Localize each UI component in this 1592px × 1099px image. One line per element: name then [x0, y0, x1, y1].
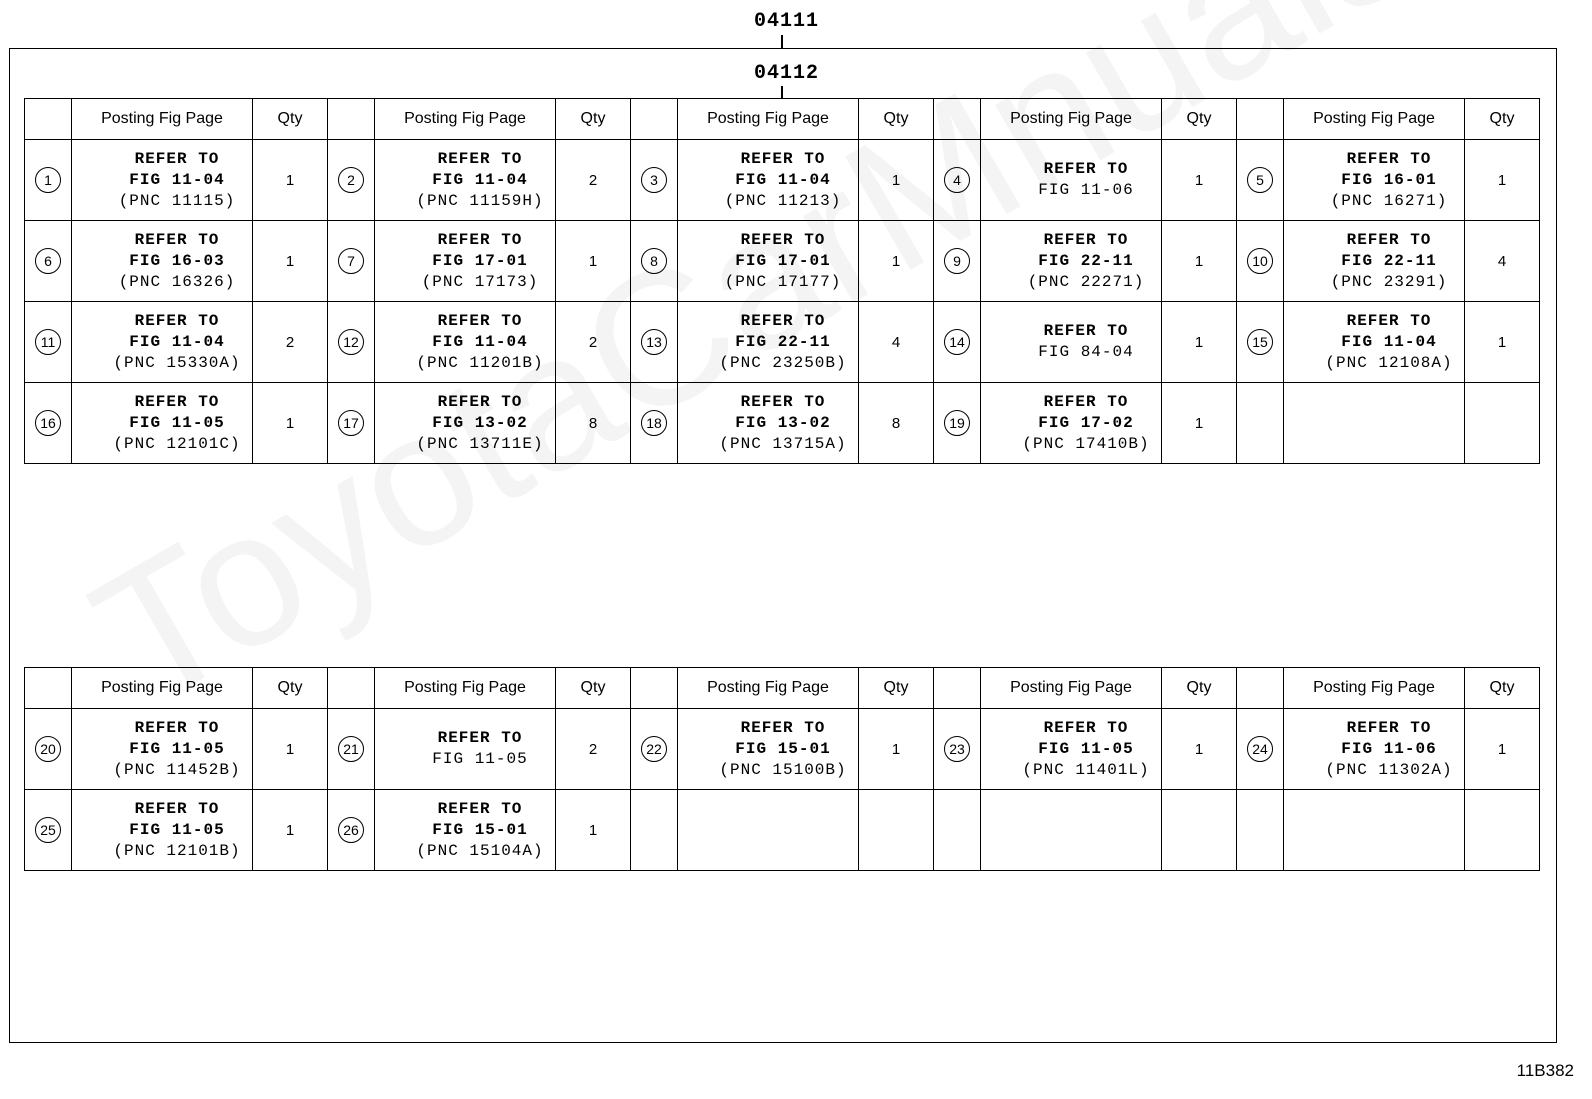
fig-reference: FIG 22-11 — [735, 332, 831, 351]
header-qty: Qty — [556, 99, 631, 140]
item-number-badge: 8 — [641, 248, 667, 274]
refer-to-text: REFER TO — [1346, 311, 1432, 330]
refer-to-text: REFER TO — [1346, 230, 1432, 249]
fig-reference: FIG 11-05 — [1038, 739, 1134, 758]
pnc-reference: (PNC 16326) — [118, 272, 236, 291]
fig-reference: FIG 11-05 — [432, 750, 528, 768]
item-number-badge: 5 — [1247, 167, 1273, 193]
header-qty: Qty — [1162, 668, 1237, 709]
item-number-cell — [1237, 709, 1284, 790]
refer-to-text: REFER TO — [134, 149, 220, 168]
header-blank — [631, 99, 678, 140]
pnc-reference: (PNC 22271) — [1027, 272, 1145, 291]
fig-reference: FIG 16-03 — [129, 251, 225, 270]
item-number-cell — [934, 790, 981, 871]
item-number-cell — [25, 140, 72, 221]
refer-to-text: REFER TO — [740, 392, 826, 411]
header-blank — [934, 668, 981, 709]
fig-reference: FIG 17-01 — [432, 251, 528, 270]
qty-cell: 1 — [859, 709, 934, 790]
item-number-badge: 24 — [1247, 736, 1273, 762]
reference-table-1 — [24, 98, 1540, 464]
header-blank — [328, 99, 375, 140]
refer-to-text: REFER TO — [1346, 718, 1432, 737]
refer-to-text: REFER TO — [1043, 718, 1129, 737]
header-blank — [631, 668, 678, 709]
item-number-cell — [631, 383, 678, 464]
header-blank — [1237, 668, 1284, 709]
item-number-cell — [25, 790, 72, 871]
reference-cell — [72, 383, 253, 464]
qty-cell: 1 — [1162, 302, 1237, 383]
reference-cell — [981, 383, 1162, 464]
item-number-cell — [25, 709, 72, 790]
reference-cell — [678, 709, 859, 790]
item-number-badge: 26 — [338, 817, 364, 843]
qty-cell: 8 — [859, 383, 934, 464]
qty-cell: 1 — [556, 221, 631, 302]
item-number-cell — [1237, 140, 1284, 221]
item-number-badge: 2 — [338, 167, 364, 193]
fig-reference: FIG 11-06 — [1038, 181, 1134, 199]
reference-cell — [375, 709, 556, 790]
reference-cell — [1284, 790, 1465, 871]
refer-to-text: REFER TO — [437, 149, 523, 168]
inner-assembly-label: 04112 — [754, 62, 820, 85]
qty-cell: 2 — [556, 709, 631, 790]
header-blank — [328, 668, 375, 709]
reference-cell — [72, 302, 253, 383]
item-number-cell — [934, 383, 981, 464]
item-number-badge: 22 — [641, 736, 667, 762]
pnc-reference: (PNC 11401L) — [1022, 760, 1150, 779]
pnc-reference: (PNC 13711E) — [416, 434, 544, 453]
reference-cell — [678, 302, 859, 383]
item-number-cell — [328, 140, 375, 221]
qty-cell: 1 — [1162, 221, 1237, 302]
reference-cell — [981, 790, 1162, 871]
fig-reference: FIG 17-02 — [1038, 413, 1134, 432]
item-number-cell — [328, 221, 375, 302]
header-qty: Qty — [1465, 668, 1540, 709]
pnc-reference: (PNC 11452B) — [113, 760, 241, 779]
item-number-cell — [934, 302, 981, 383]
item-number-cell — [1237, 302, 1284, 383]
reference-cell — [678, 140, 859, 221]
reference-cell — [981, 302, 1162, 383]
refer-to-text: REFER TO — [437, 729, 523, 747]
reference-cell — [375, 221, 556, 302]
item-number-badge: 14 — [944, 329, 970, 355]
qty-cell: 1 — [1162, 140, 1237, 221]
reference-cell — [375, 790, 556, 871]
header-blank — [934, 99, 981, 140]
item-number-badge: 23 — [944, 736, 970, 762]
pnc-reference: (PNC 17177) — [724, 272, 842, 291]
refer-to-text: REFER TO — [1043, 160, 1129, 178]
pnc-reference: (PNC 15330A) — [113, 353, 241, 372]
pnc-reference: (PNC 11115) — [118, 191, 236, 210]
reference-cell — [678, 383, 859, 464]
header-posting-fig-page: Posting Fig Page — [678, 668, 859, 709]
fig-reference: FIG 11-05 — [129, 820, 225, 839]
qty-cell: 1 — [859, 221, 934, 302]
reference-cell — [1284, 709, 1465, 790]
item-number-cell — [328, 709, 375, 790]
item-number-badge: 3 — [641, 167, 667, 193]
item-number-badge: 9 — [944, 248, 970, 274]
item-number-badge: 25 — [35, 817, 61, 843]
qty-cell: 1 — [253, 709, 328, 790]
header-posting-fig-page: Posting Fig Page — [72, 668, 253, 709]
qty-cell: 1 — [253, 140, 328, 221]
refer-to-text: REFER TO — [134, 718, 220, 737]
item-number-cell — [328, 302, 375, 383]
item-number-cell — [934, 221, 981, 302]
item-number-badge: 7 — [338, 248, 364, 274]
fig-reference: FIG 11-06 — [1341, 739, 1437, 758]
reference-cell — [72, 140, 253, 221]
item-number-badge: 17 — [338, 410, 364, 436]
header-posting-fig-page: Posting Fig Page — [1284, 99, 1465, 140]
item-number-badge: 18 — [641, 410, 667, 436]
header-qty: Qty — [253, 99, 328, 140]
header-qty: Qty — [1162, 99, 1237, 140]
pnc-reference: (PNC 13715A) — [719, 434, 847, 453]
fig-reference: FIG 11-04 — [129, 332, 225, 351]
reference-cell — [1284, 302, 1465, 383]
header-blank — [25, 668, 72, 709]
header-qty: Qty — [556, 668, 631, 709]
outer-assembly-label: 04111 — [754, 10, 820, 33]
item-number-cell — [631, 221, 678, 302]
reference-cell — [678, 790, 859, 871]
table-row — [25, 221, 1540, 302]
header-qty: Qty — [859, 99, 934, 140]
refer-to-text: REFER TO — [1043, 230, 1129, 249]
table-header-row — [25, 99, 1540, 140]
reference-cell — [72, 221, 253, 302]
table-row — [25, 140, 1540, 221]
refer-to-text: REFER TO — [134, 392, 220, 411]
item-number-badge: 12 — [338, 329, 364, 355]
pnc-reference: (PNC 11213) — [724, 191, 842, 210]
qty-cell — [1162, 790, 1237, 871]
item-number-cell — [631, 302, 678, 383]
item-number-badge: 1 — [35, 167, 61, 193]
item-number-cell — [328, 383, 375, 464]
item-number-badge: 20 — [35, 736, 61, 762]
table-header-row — [25, 668, 1540, 709]
fig-reference: FIG 11-04 — [129, 170, 225, 189]
item-number-badge: 6 — [35, 248, 61, 274]
refer-to-text: REFER TO — [1346, 149, 1432, 168]
pnc-reference: (PNC 17173) — [421, 272, 539, 291]
table-row — [25, 709, 1540, 790]
qty-cell: 1 — [1465, 709, 1540, 790]
qty-cell: 2 — [253, 302, 328, 383]
item-number-badge: 11 — [35, 329, 61, 355]
reference-cell — [375, 383, 556, 464]
reference-cell — [678, 221, 859, 302]
header-posting-fig-page: Posting Fig Page — [1284, 668, 1465, 709]
qty-cell: 4 — [859, 302, 934, 383]
pnc-reference: (PNC 15100B) — [719, 760, 847, 779]
header-posting-fig-page: Posting Fig Page — [678, 99, 859, 140]
pnc-reference: (PNC 12101B) — [113, 841, 241, 860]
qty-cell: 8 — [556, 383, 631, 464]
pnc-reference: (PNC 12101C) — [113, 434, 241, 453]
item-number-cell — [25, 383, 72, 464]
item-number-cell — [25, 302, 72, 383]
fig-reference: FIG 11-04 — [432, 332, 528, 351]
item-number-badge: 10 — [1247, 248, 1273, 274]
refer-to-text: REFER TO — [740, 311, 826, 330]
item-number-badge: 15 — [1247, 329, 1273, 355]
table-row — [25, 302, 1540, 383]
reference-cell — [981, 709, 1162, 790]
fig-reference: FIG 22-11 — [1038, 251, 1134, 270]
fig-reference: FIG 11-05 — [129, 739, 225, 758]
fig-reference: FIG 84-04 — [1038, 343, 1134, 361]
refer-to-text: REFER TO — [740, 230, 826, 249]
fig-reference: FIG 13-02 — [735, 413, 831, 432]
table-row — [25, 383, 1540, 464]
qty-cell: 1 — [253, 221, 328, 302]
refer-to-text: REFER TO — [1043, 322, 1129, 340]
qty-cell — [859, 790, 934, 871]
fig-reference: FIG 11-04 — [735, 170, 831, 189]
reference-table-2 — [24, 667, 1540, 871]
item-number-cell — [1237, 790, 1284, 871]
refer-to-text: REFER TO — [134, 311, 220, 330]
reference-cell — [375, 302, 556, 383]
refer-to-text: REFER TO — [1043, 392, 1129, 411]
pnc-reference: (PNC 11201B) — [416, 353, 544, 372]
header-qty: Qty — [859, 668, 934, 709]
qty-cell: 1 — [556, 790, 631, 871]
pnc-reference: (PNC 16271) — [1330, 191, 1448, 210]
item-number-cell — [25, 221, 72, 302]
refer-to-text: REFER TO — [134, 799, 220, 818]
refer-to-text: REFER TO — [134, 230, 220, 249]
fig-reference: FIG 15-01 — [432, 820, 528, 839]
fig-reference: FIG 11-05 — [129, 413, 225, 432]
refer-to-text: REFER TO — [437, 392, 523, 411]
reference-cell — [1284, 383, 1465, 464]
pnc-reference: (PNC 11159H) — [416, 191, 544, 210]
pnc-reference: (PNC 23291) — [1330, 272, 1448, 291]
refer-to-text: REFER TO — [437, 311, 523, 330]
fig-reference: FIG 11-04 — [1341, 332, 1437, 351]
item-number-cell — [1237, 221, 1284, 302]
pnc-reference: (PNC 12108A) — [1325, 353, 1453, 372]
qty-cell: 2 — [556, 140, 631, 221]
header-blank — [25, 99, 72, 140]
fig-reference: FIG 11-04 — [432, 170, 528, 189]
item-number-cell — [1237, 383, 1284, 464]
fig-reference: FIG 15-01 — [735, 739, 831, 758]
pnc-reference: (PNC 23250B) — [719, 353, 847, 372]
fig-reference: FIG 22-11 — [1341, 251, 1437, 270]
qty-cell: 4 — [1465, 221, 1540, 302]
reference-cell — [981, 140, 1162, 221]
qty-cell: 1 — [253, 790, 328, 871]
fig-reference: FIG 13-02 — [432, 413, 528, 432]
reference-cell — [981, 221, 1162, 302]
refer-to-text: REFER TO — [437, 799, 523, 818]
qty-cell: 1 — [253, 383, 328, 464]
item-number-badge: 16 — [35, 410, 61, 436]
qty-cell — [1465, 383, 1540, 464]
qty-cell — [1465, 790, 1540, 871]
refer-to-text: REFER TO — [740, 718, 826, 737]
qty-cell: 2 — [556, 302, 631, 383]
reference-cell — [72, 790, 253, 871]
header-posting-fig-page: Posting Fig Page — [72, 99, 253, 140]
pnc-reference: (PNC 17410B) — [1022, 434, 1150, 453]
item-number-badge: 13 — [641, 329, 667, 355]
qty-cell: 1 — [859, 140, 934, 221]
fig-reference: FIG 16-01 — [1341, 170, 1437, 189]
header-qty: Qty — [1465, 99, 1540, 140]
qty-cell: 1 — [1465, 302, 1540, 383]
header-qty: Qty — [253, 668, 328, 709]
item-number-badge: 19 — [944, 410, 970, 436]
refer-to-text: REFER TO — [740, 149, 826, 168]
item-number-cell — [631, 140, 678, 221]
qty-cell: 1 — [1162, 709, 1237, 790]
outer-label-leader — [781, 35, 783, 49]
item-number-badge: 21 — [338, 736, 364, 762]
refer-to-text: REFER TO — [437, 230, 523, 249]
reference-cell — [1284, 221, 1465, 302]
header-posting-fig-page: Posting Fig Page — [375, 668, 556, 709]
figure-code: 11B382 — [1516, 1061, 1574, 1080]
table-row — [25, 790, 1540, 871]
item-number-badge: 4 — [944, 167, 970, 193]
header-posting-fig-page: Posting Fig Page — [375, 99, 556, 140]
header-blank — [1237, 99, 1284, 140]
item-number-cell — [934, 140, 981, 221]
item-number-cell — [934, 709, 981, 790]
item-number-cell — [328, 790, 375, 871]
header-posting-fig-page: Posting Fig Page — [981, 668, 1162, 709]
qty-cell: 1 — [1162, 383, 1237, 464]
pnc-reference: (PNC 15104A) — [416, 841, 544, 860]
qty-cell: 1 — [1465, 140, 1540, 221]
fig-reference: FIG 17-01 — [735, 251, 831, 270]
header-posting-fig-page: Posting Fig Page — [981, 99, 1162, 140]
pnc-reference: (PNC 11302A) — [1325, 760, 1453, 779]
reference-cell — [1284, 140, 1465, 221]
reference-cell — [72, 709, 253, 790]
reference-cell — [375, 140, 556, 221]
item-number-cell — [631, 709, 678, 790]
item-number-cell — [631, 790, 678, 871]
